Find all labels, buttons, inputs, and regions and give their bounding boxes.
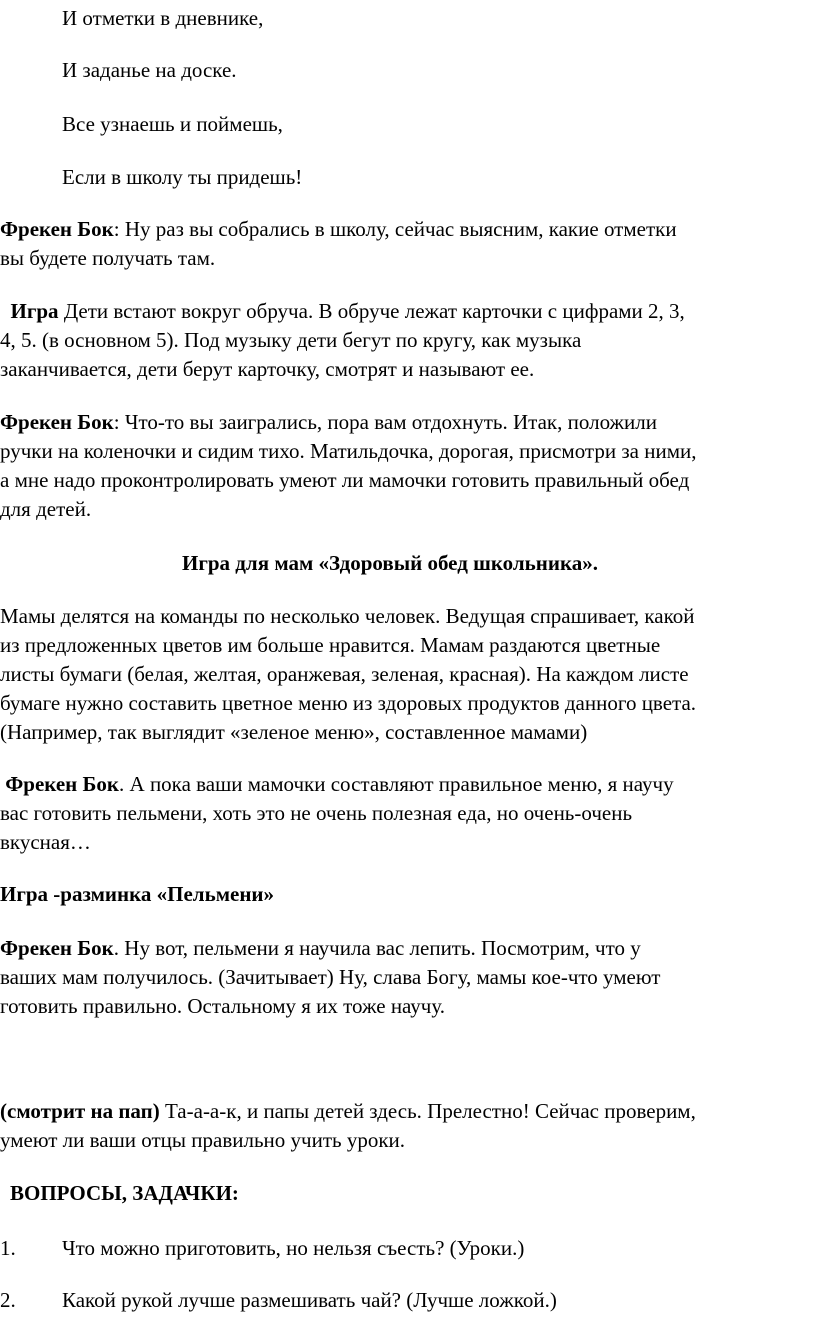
paragraph-2-line-3: заканчивается, дети берут карточку, смотрят и называют ее. [0,357,535,381]
paragraph-4-line-5: (Например, так выглядит «зеленое меню», составленное мамами) [0,720,588,744]
paragraph-3-line-3: а мне надо проконтролировать умеют ли мамочки готовить правильный обед [0,468,690,492]
paragraph-2 [0,297,816,384]
question-item [0,1286,816,1315]
verse-line-4: Если в школу ты придешь! [62,165,303,189]
paragraph-5-text-1: . А пока ваши мамочки составляют правильное меню, я научу [119,772,674,796]
paragraph-6-line-1 [0,934,816,963]
paragraph-2-line-1 [0,297,816,326]
paragraph-5 [0,770,816,857]
paragraph-1 [0,215,816,273]
paragraph-7 [0,1097,816,1155]
stage-direction: (смотрит на пап) [0,1099,160,1123]
speaker-name: Фрекен Бок [0,410,114,434]
paragraph-7-text-1: Та-а-а-к, и папы детей здесь. Прелестно! Сейчас проверим, [159,1099,696,1123]
speaker-name: Фрекен Бок [0,936,114,960]
paragraph-1-text-1: : Ну раз вы собрались в школу, сейчас выясним, какие отметки [113,217,677,241]
paragraph-4-line-1: Мамы делятся на команды по несколько человек. Ведущая спрашивает, какой [0,604,695,628]
paragraph-4-line-3: листы бумаги (белая, желтая, оранжевая, зеленая, красная). На каждом листе [0,662,689,686]
verse-line-3: Все узнаешь и поймешь, [62,112,283,136]
paragraph-3-line-1 [0,408,816,437]
paragraph-5-line-3: вкусная… [0,830,91,854]
paragraph-4-line-2: из предложенных цветов им больше нравится. Мамам раздаются цветные [0,633,661,657]
verse-line-2: И заданье на доске. [62,58,237,82]
paragraph-6-line-3: готовить правильно. Остальному я их тоже научу. [0,994,446,1018]
heading-warmup-game: Игра -разминка «Пельмени» [0,882,275,906]
paragraph-7-line-2: умеют ли ваши отцы правильно учить уроки. [0,1128,406,1152]
heading-questions: ВОПРОСЫ, ЗАДАЧКИ: [10,1181,239,1205]
paragraph-6-line-2: ваших мам получилось. (Зачитывает) Ну, слава Богу, мамы кое-что умеют [0,965,661,989]
paragraph-1-line-1 [0,215,816,244]
speaker-name: Фрекен Бок [5,772,120,796]
paragraph-3-line-2: ручки на коленочки и сидим тихо. Матильдочка, дорогая, присмотри за ними, [0,439,697,463]
paragraph-6-text-1: . Ну вот, пельмени я научила вас лепить. Посмотрим, что у [113,936,641,960]
paragraph-1-line-2: вы будете получать там. [0,246,216,270]
heading-moms-game: Игра для мам «Здоровый обед школьника». [182,551,598,575]
paragraph-2-line-2: 4, 5. (в основном 5). Под музыку дети бегут по кругу, как музыка [0,328,582,352]
question-item [0,1234,816,1263]
question-text: Что можно приготовить, но нельзя съесть? (Уроки.) [62,1236,525,1260]
paragraph-7-line-1 [0,1097,816,1126]
paragraph-5-line-1 [0,770,816,799]
paragraph-4 [0,602,816,747]
question-number: 1. [0,1236,16,1260]
speaker-name: Фрекен Бок [0,217,114,241]
question-number: 2. [0,1288,16,1312]
paragraph-3-line-4: для детей. [0,497,92,521]
verse-line-1: И отметки в дневнике, [62,6,264,30]
paragraph-4-line-4: бумаге нужно составить цветное меню из здоровых продуктов данного цвета. [0,691,697,715]
paragraph-3 [0,408,816,524]
paragraph-2-text-1: Дети встают вокруг обруча. В обруче лежат карточки с цифрами 2, 3, [58,299,685,323]
paragraph-3-text-1: : Что-то вы заигрались, пора вам отдохнуть. Итак, положили [113,410,658,434]
paragraph-6 [0,934,816,1021]
paragraph-5-line-2: вас готовить пельмени, хоть это не очень полезная еда, но очень-очень [0,801,633,825]
game-label: Игра [10,299,59,323]
question-text: Какой рукой лучше размешивать чай? (Лучше ложкой.) [62,1288,557,1312]
